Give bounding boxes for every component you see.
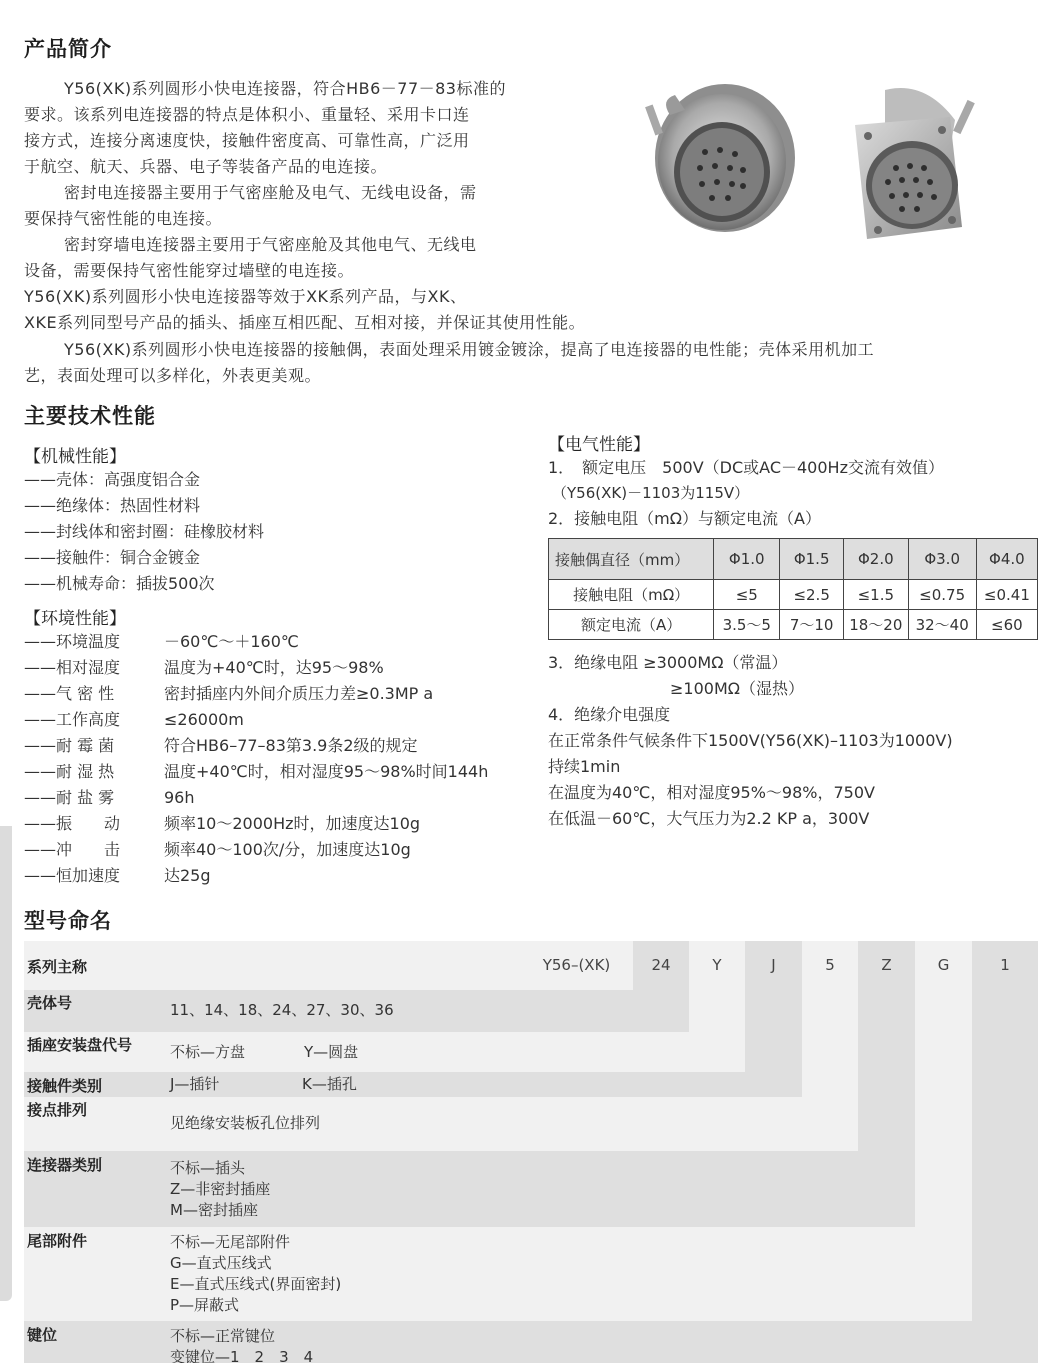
intro-line: 密封电连接器主要用于气密座舱及电气、无线电设备，需	[64, 183, 477, 202]
table-cell: 32～40	[908, 610, 976, 640]
naming-value: 不标—无尾部附件	[170, 1233, 291, 1251]
env-value: 密封插座内外间介质压力差≥0.3MP a	[164, 684, 434, 703]
environmental-item	[24, 863, 211, 889]
connector-illustration-icon	[630, 80, 1000, 260]
row-band-arrangement	[24, 1097, 858, 1151]
electrical-item-1: 1． 额定电压 500V（DC或AC－400Hz交流有效值）	[548, 458, 944, 477]
naming-label: 壳体号	[27, 994, 73, 1012]
table-cell: ≤0.41	[976, 580, 1037, 610]
naming-value: Z—非密封插座	[170, 1180, 271, 1198]
dielectric-line: 在温度为40℃，相对湿度95%～98%，750V	[548, 783, 875, 802]
naming-value: E—直式压线式(界面密封)	[170, 1275, 342, 1293]
table-row	[549, 610, 1038, 640]
env-label: ——相对湿度	[24, 658, 121, 677]
env-value: 96h	[164, 788, 195, 807]
table-header-row	[549, 539, 1038, 580]
intro-line: XKE系列同型号产品的插头、插座互相匹配、互相对接，并保证其使用性能。	[24, 313, 586, 332]
code-arrangement: 5	[825, 956, 835, 974]
table-cell: ≤1.5	[844, 580, 909, 610]
env-value: 达25g	[164, 866, 211, 885]
naming-value: G—直式压线式	[170, 1254, 272, 1272]
env-label: ——工作高度	[24, 710, 121, 729]
dielectric-line: 持续1min	[548, 757, 621, 776]
mechanical-heading: 【机械性能】	[24, 447, 126, 467]
environmental-item	[24, 811, 420, 837]
intro-line: 于航空、航天、兵器、电子等装备产品的电连接。	[24, 157, 388, 176]
electrical-item-3: 3．绝缘电阻 ≥3000MΩ（常温）	[548, 653, 788, 672]
env-label: ——耐 霉 菌	[24, 736, 115, 755]
table-header-cell: 接触偶直径（mm）	[549, 539, 714, 580]
naming-value: 不标—正常键位	[170, 1327, 276, 1345]
intro-line: 设备，需要保持气密性能穿过墙壁的电连接。	[24, 261, 355, 280]
env-label: ——气 密 性	[24, 684, 115, 703]
electrical-item-2: 2．接触电阻（mΩ）与额定电流（A）	[548, 509, 821, 528]
environmental-item	[24, 785, 195, 811]
intro-line: Y56(XK)系列圆形小快电连接器的接触偶，表面处理采用镀金镀涂，提高了电连接器的电性能；壳体采用机加工	[64, 340, 875, 359]
table-header-cell: Φ3.0	[908, 539, 976, 580]
env-label: ——冲 击	[24, 840, 121, 859]
mechanical-item: ——封线体和密封圈：硅橡胶材料	[24, 522, 265, 541]
env-value: 频率40～100次/分，加速度达10g	[164, 840, 411, 859]
mechanical-item: ——绝缘体：热固性材料	[24, 496, 201, 515]
table-row	[549, 580, 1038, 610]
naming-title: 型号命名	[24, 909, 112, 933]
contact-resistance-table	[548, 538, 1038, 640]
code-series: Y56–(XK)	[542, 956, 611, 974]
row-band-contact-type	[24, 1072, 802, 1097]
naming-label: 键位	[27, 1326, 58, 1344]
electrical-item-4: 4．绝缘介电强度	[548, 705, 671, 724]
environmental-item	[24, 733, 418, 759]
environmental-heading: 【环境性能】	[24, 609, 126, 629]
environmental-item	[24, 707, 244, 733]
environmental-item	[24, 629, 299, 655]
table-cell: ≤60	[976, 610, 1037, 640]
table-cell: 接触电阻（mΩ）	[549, 580, 714, 610]
naming-value: K—插孔	[302, 1075, 357, 1093]
naming-value: 变键位—1 2 3 4	[170, 1348, 314, 1363]
code-rear-accessory: G	[937, 956, 950, 974]
env-value: 频率10～2000Hz时，加速度达10g	[164, 814, 421, 833]
env-value: 符合HB6–77–83第3.9条2级的规定	[164, 736, 418, 755]
table-header-cell: Φ1.5	[780, 539, 844, 580]
code-mount: Y	[712, 956, 722, 974]
env-label: ——恒加速度	[24, 866, 121, 885]
env-value: ≤26000m	[164, 710, 244, 729]
naming-value: 见绝缘安装板孔位排列	[170, 1114, 321, 1132]
env-label: ——环境温度	[24, 632, 121, 651]
env-label: ——振 动	[24, 814, 121, 833]
environmental-item	[24, 655, 384, 681]
code-contact-type: J	[771, 956, 776, 974]
naming-value: 11、14、18、24、27、30、36	[170, 1001, 394, 1019]
intro-line: 艺，表面处理可以多样化，外表更美观。	[24, 366, 322, 385]
electrical-heading: 【电气性能】	[548, 435, 650, 455]
table-header-cell: Φ1.0	[714, 539, 780, 580]
intro-line: 要保持气密性能的电连接。	[24, 209, 223, 228]
mechanical-item: ——壳体：高强度铝合金	[24, 470, 201, 489]
table-cell: ≤2.5	[780, 580, 844, 610]
env-label: ——耐 盐 雾	[24, 788, 115, 807]
naming-label: 接触件类别	[27, 1077, 103, 1095]
intro-line: 密封穿墙电连接器主要用于气密座舱及其他电气、无线电	[64, 235, 477, 254]
env-value: 温度+40℃时，相对湿度95～98%时间144h	[164, 762, 489, 781]
naming-label: 插座安装盘代号	[27, 1036, 133, 1054]
env-value: －60℃～＋160℃	[164, 632, 299, 651]
dielectric-line: 在正常条件气候条件下1500V(Y56(XK)–1103为1000V)	[548, 731, 953, 750]
env-label: ——耐 湿 热	[24, 762, 115, 781]
intro-line: Y56(XK)系列圆形小快电连接器，符合HB6－77－83标准的	[64, 79, 506, 98]
specs-title: 主要技术性能	[24, 404, 156, 428]
naming-value: 不标—方盘	[170, 1043, 246, 1061]
intro-line: Y56(XK)系列圆形小快电连接器等效于XK系列产品，与XK、	[24, 287, 467, 306]
intro-line: 要求。该系列电连接器的特点是体积小、重量轻、采用卡口连	[24, 105, 470, 124]
intro-title: 产品简介	[24, 37, 112, 61]
electrical-item-1-note: （Y56(XK)－1103为115V）	[552, 484, 750, 502]
table-header-cell: Φ2.0	[844, 539, 909, 580]
code-connector-type: Z	[881, 956, 892, 974]
environmental-item	[24, 681, 433, 707]
naming-label: 系列主称	[27, 958, 88, 976]
mechanical-item: ——机械寿命：插拔500次	[24, 574, 215, 593]
mechanical-item: ——接触件：铜合金镀金	[24, 548, 201, 567]
table-cell: 3.5～5	[714, 610, 780, 640]
code-keying: 1	[1000, 956, 1010, 974]
table-cell: 18～20	[844, 610, 909, 640]
table-header-cell: Φ4.0	[976, 539, 1037, 580]
naming-label: 连接器类别	[27, 1156, 103, 1174]
env-value: 温度为+40℃时，达95～98%	[164, 658, 384, 677]
row-band-mount	[24, 1032, 745, 1072]
intro-line: 接方式，连接分离速度快，接触件密度高、可靠性高，广泛用	[24, 131, 470, 150]
table-cell: 7～10	[780, 610, 844, 640]
naming-value: J—插针	[170, 1075, 220, 1093]
naming-label: 尾部附件	[27, 1232, 88, 1250]
product-photo	[630, 80, 1000, 260]
table-cell: ≤0.75	[908, 580, 976, 610]
row-band-connector-type	[24, 1151, 915, 1227]
code-column-band	[972, 941, 1038, 1363]
naming-value: Y—圆盘	[304, 1043, 359, 1061]
side-tab	[0, 826, 12, 1301]
table-cell: 额定电流（A）	[549, 610, 714, 640]
naming-value: 不标—插头	[170, 1159, 246, 1177]
naming-value: M—密封插座	[170, 1201, 258, 1219]
electrical-item-3-note: ≥100MΩ（湿热）	[670, 679, 804, 698]
code-shell: 24	[651, 956, 671, 974]
naming-value: P—屏蔽式	[170, 1296, 240, 1314]
dielectric-line: 在低温－60℃，大气压力为2.2 KP a，300V	[548, 809, 870, 828]
table-cell: ≤5	[714, 580, 780, 610]
environmental-item	[24, 759, 488, 785]
environmental-item	[24, 837, 411, 863]
row-band-rear-accessory	[24, 1227, 972, 1321]
naming-label: 接点排列	[27, 1101, 88, 1119]
